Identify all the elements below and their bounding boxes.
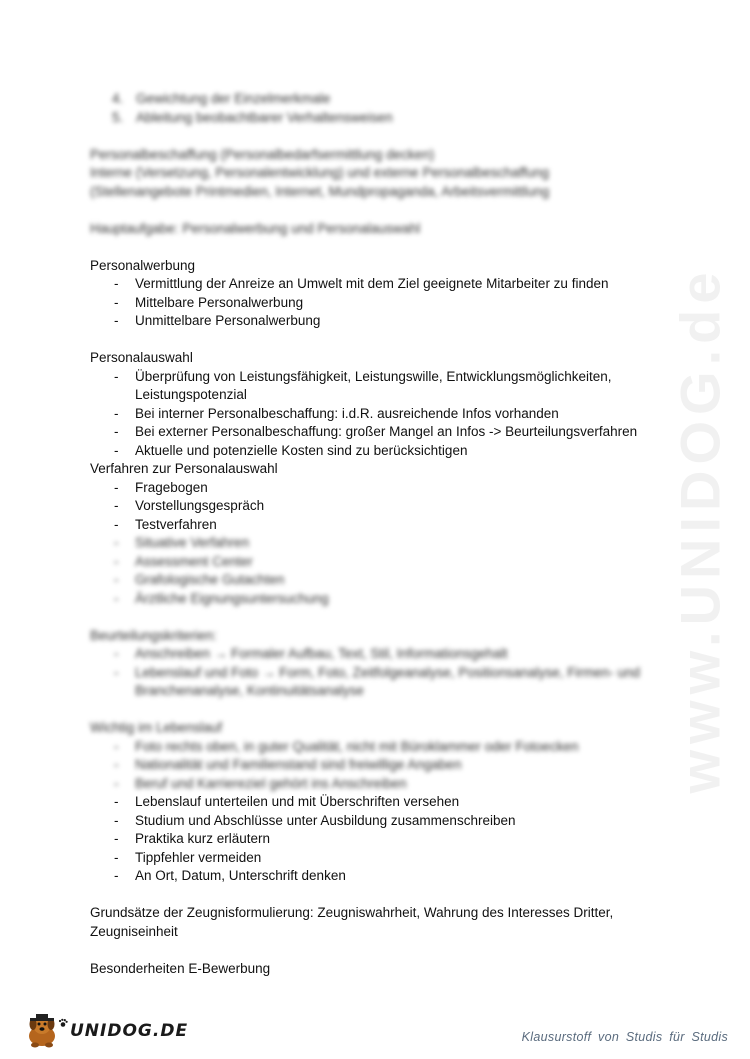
blurred-beschaffung-paragraph: Personalbeschaffung (Personalbedarfsermittlung decken) Interne (Versetzung, Personalentwicklung) und externe Personalbeschaffung (Stellenangebote Printmedien, Internet, Mundpropaganda, Arbeitsvermittlung bbox=[90, 146, 550, 199]
list-item: - Lebenslauf unterteilen und mit Überschriften versehen bbox=[114, 794, 460, 809]
footer-slogan: Klausurstoff von Studis für Studis bbox=[521, 1030, 728, 1044]
list-item: - Vermittlung der Anreize an Umwelt mit dem Ziel geeignete Mitarbeiter zu finden bbox=[114, 276, 609, 291]
blurred-list-item: - Foto rechts oben, in guter Qualität, nicht mit Büroklammer oder Fotoecken bbox=[114, 738, 579, 754]
section-heading-personalwerbung: Personalwerbung bbox=[90, 257, 196, 273]
blurred-list-item: - Grafologische Gutachten bbox=[114, 572, 285, 587]
blurred-hauptaufgabe: Hauptaufgabe: Personalwerbung und Personalauswahl bbox=[90, 220, 421, 236]
blurred-list-item: - Ärztliche Eignungsuntersuchung bbox=[114, 590, 329, 606]
list-item: - Lebenslauf und Foto → Form, Foto, Zeitfolgeanalyse, Positionsanalyse, Firmen- und Branchenanalyse, Kontinuitätsanalyse bbox=[114, 664, 641, 698]
list-item: 4. Gewichtung der Einzelmerkmale bbox=[112, 91, 331, 106]
dog-mascot-icon bbox=[22, 1012, 62, 1050]
section-heading-verfahren: Verfahren zur Personalauswahl bbox=[90, 461, 278, 476]
blurred-numbered-list bbox=[90, 90, 670, 127]
paw-print-icon bbox=[58, 1018, 68, 1028]
lebenslauf-list bbox=[90, 738, 670, 886]
list-item: - Überprüfung von Leistungsfähigkeit, Leistungswille, Entwicklungsmöglichkeiten, Leistungspotenzial bbox=[114, 368, 612, 402]
list-item: - Aktuelle und potenzielle Kosten sind zu berücksichtigen bbox=[114, 442, 468, 458]
blurred-beurteilung-section bbox=[90, 627, 670, 701]
list-item: - Mittelbare Personalwerbung bbox=[114, 294, 304, 310]
beurteilung-list bbox=[90, 645, 670, 701]
section-heading-beurteilung: Beurteilungskriterien: bbox=[90, 627, 217, 643]
section-heading-lebenslauf: Wichtig im Lebenslauf bbox=[90, 720, 223, 735]
besonderheiten-heading: Besonderheiten E-Bewerbung bbox=[90, 960, 271, 976]
verfahren-list bbox=[90, 479, 670, 609]
list-item: - Studium und Abschlüsse unter Ausbildung zusammenschreiben bbox=[114, 812, 516, 828]
watermark-text: www.UNIDOG.de bbox=[668, 266, 732, 794]
list-item: - Testverfahren bbox=[114, 516, 217, 532]
list-item: - Praktika kurz erläutern bbox=[114, 831, 271, 846]
blurred-list-item: - Beruf und Karriereziel gehört ins Anschreiben bbox=[114, 775, 407, 791]
logo-text: UNIDOG.DE bbox=[70, 1021, 189, 1041]
blurred-list-item: - Assessment Center bbox=[114, 553, 253, 569]
list-item: - Fragebogen bbox=[114, 479, 208, 495]
list-item: - An Ort, Datum, Unterschrift denken bbox=[114, 868, 346, 883]
list-item: - Bei interner Personalbeschaffung: i.d.R. ausreichende Infos vorhanden bbox=[114, 405, 559, 421]
blurred-list-item: - Nationalität und Familienstand sind freiwillige Angaben bbox=[114, 757, 462, 772]
blurred-list-item: - Situative Verfahren bbox=[114, 535, 250, 550]
personalwerbung-list bbox=[90, 275, 670, 331]
list-item: - Bei externer Personalbeschaffung: großer Mangel an Infos -> Beurteilungsverfahren bbox=[114, 424, 638, 439]
section-heading-personalauswahl: Personalauswahl bbox=[90, 350, 193, 365]
list-item: - Unmittelbare Personalwerbung bbox=[114, 313, 321, 328]
unidog-logo[interactable] bbox=[22, 1012, 188, 1050]
grundsaetze-paragraph: Grundsätze der Zeugnisformulierung: Zeugniswahrheit, Wahrung des Interesses Dritter, Zeugniseinheit bbox=[90, 905, 614, 939]
document-content bbox=[90, 90, 670, 978]
list-item: - Vorstellungsgespräch bbox=[114, 498, 265, 513]
list-item: 5. Ableitung beobachtbarer Verhaltensweisen bbox=[112, 109, 393, 125]
personalauswahl-list bbox=[90, 368, 670, 461]
list-item: - Tippfehler vermeiden bbox=[114, 849, 262, 865]
list-item: - Anschreiben → Formaler Aufbau, Text, Stil, Informationsgehalt bbox=[114, 646, 508, 661]
